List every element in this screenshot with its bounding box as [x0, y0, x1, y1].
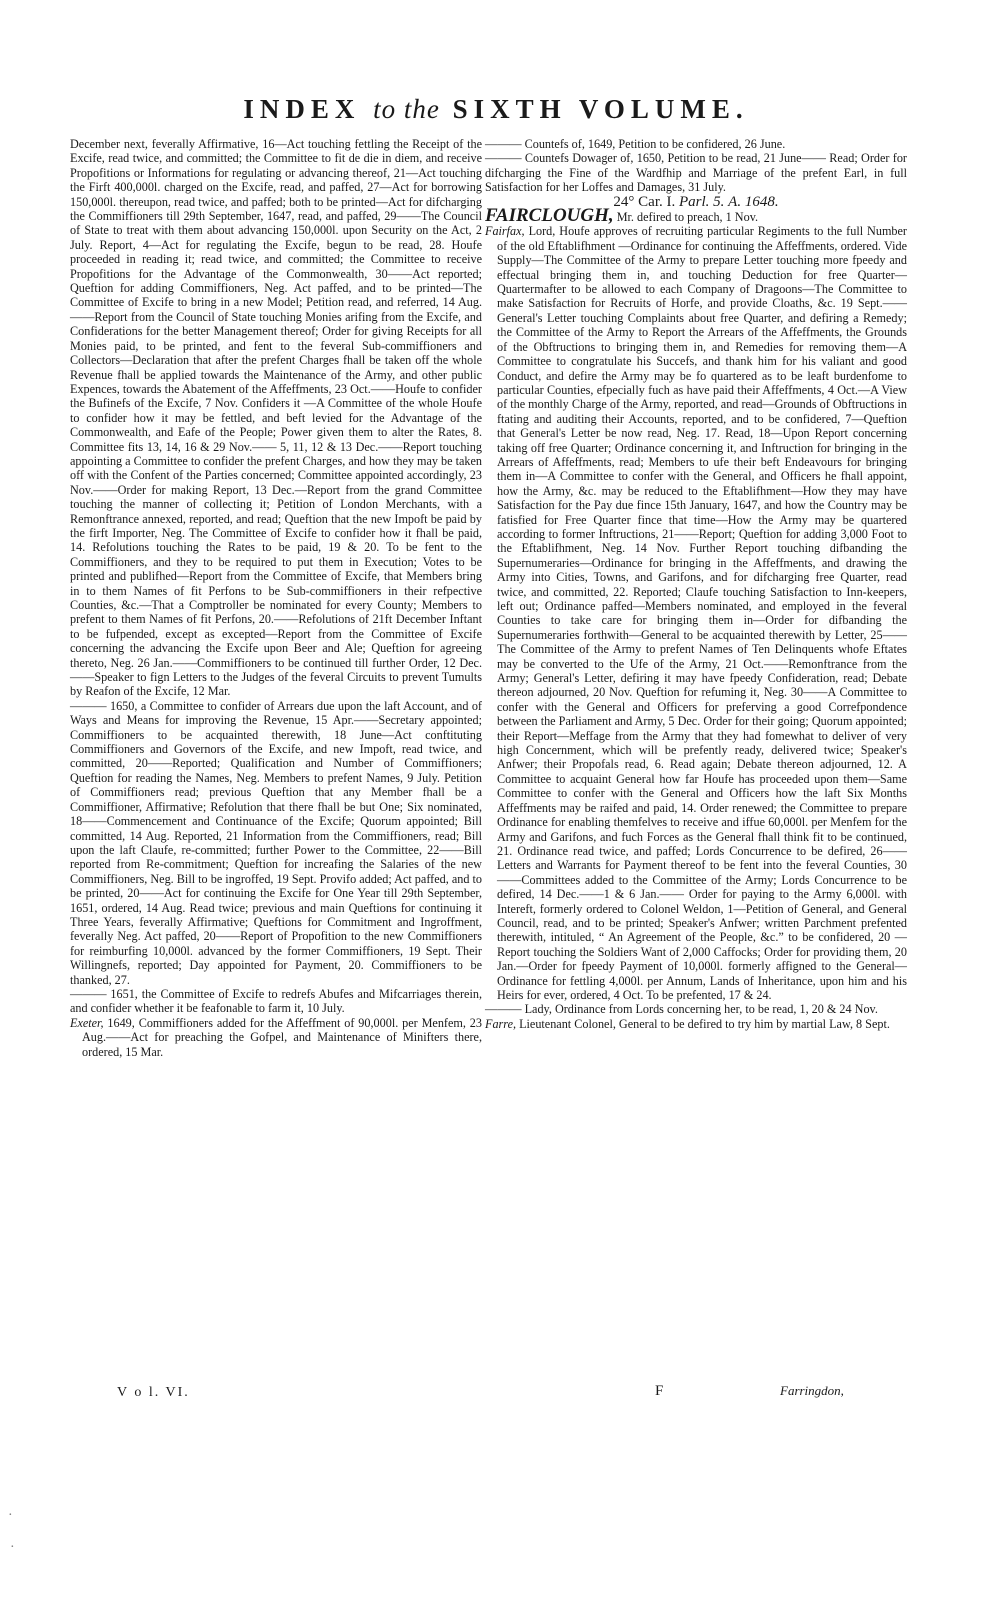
left-column — [70, 137, 482, 1059]
countess-entry: ——— Countefs of, 1649, Petition to be confidered, 26 June. — [485, 137, 786, 151]
lady-entry: ——— Lady, Ordinance from Lords concerning her, to be read, 1, 20 & 24 Nov. — [485, 1002, 878, 1017]
excise-1651-entry: ——— 1651, the Committee of Excife to redrefs Abufes and Mifcarriages therein, and confider whether it be feafonable to farm it, 10 July. — [70, 986, 482, 1016]
exeter-entry — [70, 1016, 482, 1059]
exeter-text: 1649, Commiffioners added for the Affeffment of 90,000l. per Menfem, 23 Aug.——Act for preaching the Gofpel, and Maintenance of Minifters there, ordered, 15 Mar. — [82, 1015, 482, 1059]
title-volume: SIXTH VOLUME. — [452, 94, 749, 124]
countess-dowager-entry: ——— Countefs Dowager of, 1650, Petition to be read, 21 June—— Read; Order for difcharging the Fine of the Wardfhip and Marriage of the prefent Earl, in full Satisfaction for her Loffes and Damages, 31 July. — [485, 151, 907, 195]
page-title — [0, 94, 992, 125]
catchword: Farringdon, — [780, 1383, 844, 1398]
title-to-the: to the — [373, 94, 440, 124]
right-column — [485, 137, 907, 1031]
session-year: A. 1648. — [728, 193, 779, 210]
fairfax-text: Lord, Houfe approves of recruiting particular Regiments to the full Number of the old Eftablifhment —Ordinance for continuing the Affeffments, ordered. Vide Supply—The Committee of the Army to prepare Letter touching more fpeedy and effectual bringing them in, and touching Deduction for free Quarter—Quartermafter to be allowed to each Company of Dragoons—The Committee to make Satisfaction for Recruits of Horfe, and provide Cloaths, &c. 19 Sept.——General's Letter touching Complaints about free Quarter, and defiring a Remedy; the Committee of the Army to Report the Arrears of the Affeffments, the Grounds of the Obftructions to bringing them in, and Remedies for removing them—A Committee to congratulate his Succefs, and thank him for his valiant and good Conduct, and defire the Army may be fo quartered as to be leaft burdenfome to particular Counties, efpecially fuch as have paid their Affeffments, 4 Oct.—A View of the monthly Charge of the Army, reported, and read—Grounds of Obftructions in ftating and auditing their Accounts, reported, and to be confidered, 7—Queftion that General's Letter be now read, Neg. 17. Read, 18—Upon Report concerning taking off free Quarter; Ordinance concerning it, and Inftruction for bringing in the Arrears of Affeffments, read; Members to ufe their beft Endeavours for bringing them in—A Committee to confer with the General, and Officers he fhall appoint, how the Army, &c. may be reduced to the Eftablifhment—How they may have Satisfaction for the Pay due fince 15th January, 1647, and how the Country may be fatisfied for Free Quarter fince that time—How the Army may be quartered according to former Inftructions, 21——Report; Queftion for adding 3,000 Foot to the Eftablifhment, Neg. 14 Nov. Further Report touching difbanding the Supernumeraries—Ordinance for bringing in the Affeffments, and drawing the Army into Cities, Towns, and Garifons, and for difcharging free Quarter, read twice, and committed, 22. Reported; Claufe touching Satisfaction to Inn-keepers, left out; Ordinance paffed—Members nominated, and employed in the feveral Counties to take care for bringing them in—Order for difbanding the Supernumeraries forthwith—General to be acquainted therewith by Letter, 25——The Committee of the Army to prefent Names of Ten Delinquents whofe Eftates may be converted to the Ufe of the Army, 21 Oct.——Remonftrance from the Army; General's Letter, defiring it may have fpeedy Confideration, read; Debate thereon adjourned, 20 Nov. Queftion for refuming it, Neg. 30——A Committee to confer with the General and Officers for preferving a good Correfpondence between the Parliament and Army, 5 Dec. Order for their going; Quorum appointed; their Report—Meffage from the Army that they had fomewhat to deliver of very high Concernment, which will be prefently ready, delivered twice; Speaker's Anfwer; their Propofals read, 6. Read again; Debate thereon adjourned, 12. A Committee to acquaint General how far Houfe has proceeded upon them—Same Committee to confer with the General and Officers how the laft Six Months Affeffments may be raifed and paid, 14. Order renewed; the Committee to prepare Ordinance for enabling themfelves to receive and iffue 60,000l. per Menfem for the Army and Garifons, and fuch Forces as the General fhall think fit to be continued, 21. Ordinance read twice, and paffed; Lords Concurrence to be defired, 26——Letters and Warrants for Payment thereof to be fent into the feveral Counties, 30——Committees added to the Committee of the Army; Lords Concurrence to be defired, 14 Dec.——1 & 6 Jan.—— Order for paying to the Army 6,000l. with Intereft, formerly ordered to Colonel Weldon, 1—Petition of General, and General Council, read, and to be printed; Speaker's Anfwer; written Parchment prefented therewith, intituled, “ An Agreement of the People, &c.” to be confidered, 20 —Report touching the Soldiers Want of 2,000 Caffocks; Order for providing them, 20 Jan.—Order for fpeedy Payment of 10,000l. formerly affigned to the General—Ordinance for fettling 4,000l. per Annum, Lands of Inheritance, upon him and his Heirs for ever, ordered, 4 Oct. To be prefented, 17 & 24. — [497, 224, 907, 1002]
fairclough-head: FAIRCLOUGH, — [485, 205, 614, 227]
session-parl: Parl. 5. — [678, 193, 725, 210]
volume-footer: V o l. VI. — [117, 1385, 190, 1400]
margin-speck: · — [10, 1540, 15, 1555]
session-car: 24° Car. I. — [613, 193, 676, 210]
farre-text: Lieutenant Colonel, General to be defired to try him by martial Law, 8 Sept. — [516, 1016, 890, 1031]
excise-entry: December next, feverally Affirmative, 16—Act touching fettling the Receipt of the Excife, read twice, and committed; the Committee to fit de die in diem, and receive Propofitions or Informations for regulating or advancing thereof, 21—Act touching the Firft 400,000l. charged on the Excife, read, and paffed, 27—Act for borrowing 150,000l. thereupon, read twice, and paffed; both to be printed—Act for difcharging the Commiffioners till 29th September, 1647, read, and paffed, 29——The Council of State to treat with them about advancing 150,000l. upon Security on the Act, 2 July. Report, 4—Act for regulating the Excife, begun to be read, 28. Houfe proceeded in reading it; read twice, and committed; the Committee to receive Propofitions for the Advantage of the Commonwealth, 30——Act reported; Queftion for adding Commiffioners, Neg. Act paffed, and to be printed—The Committee of Excife to bring in a new Model; Petition read, and referred, 14 Aug.——Report from the Council of State touching Monies arifing from the Excife, and Confiderations for the better Management thereof; Order for giving Receipts for all Monies paid, to be printed, and fent to the feveral Sub-commiffioners and Collectors—Declaration that after the prefent Charges fhall be taken off the whole Revenue fhall be applied towards the Maintenance of the Army, and other public Expences, towards the Abatement of the Affeffments, 23 Oct.——Houfe to confider the Bufinefs of the Excife, 7 Nov. Confiders it —A Committee of the whole Houfe to confider how it may be fettled, and beft levied for the Advantage of the Commonwealth, and Eafe of the People; Power given them to alter the Rates, 8. Committee fits 13, 14, 16 & 29 Nov.—— 5, 11, 12 & 13 Dec.——Report touching appointing a Committee to confider the prefent Charges, and how they may be taken off with the Confent of the Parties concerned; Committee appointed accordingly, 23 Nov.——Order for making Report, 13 Dec.—Report from the grand Committee touching the manner of collecting it; Petition of London Merchants, with a Remonftrance annexed, reported, and read; Queftion that the new Impoft be paid by the firft Importer, Neg. The Committee of Excife to confider how it fhall be paid, 14. Refolutions touching the Rates to be paid, 19 & 20. To be fent to the Commiffioners, and they to be required to put them in Execution; Votes to be printed and publifhed—Report from the Committee of Excife, that Members bring in to them Names of fit Perfons to be Sub-commiffioners in their refpective Counties, &c.—That a Comptroller be nominated for every County; Members to prefent to them Names of fit Perfons, 20.——Refolutions of 21ft December Inftant to be fufpended, except as excepted—Report from the Committee of Excife concerning the advancing the Excife upon Beer and Ale; Queftion for agreeing thereto, Neg. 26 Jan.——Commiffioners to be continued till further Order, 12 Dec.——Speaker to fign Letters to the Judges of the feveral Circuits to prevent Tumults by Reafon of the Excife, 12 Mar. — [70, 137, 483, 699]
fairfax-head: Fairfax, — [485, 224, 525, 239]
fairclough-entry — [485, 205, 907, 227]
title-index: INDEX — [243, 94, 361, 124]
fairfax-entry — [485, 224, 907, 1002]
signature-mark: F — [655, 1383, 664, 1399]
fairclough-text: Mr. defired to preach, 1 Nov. — [613, 210, 759, 225]
farre-entry — [485, 1017, 907, 1031]
exeter-head: Exeter, — [70, 1015, 104, 1030]
farre-head: Farre, — [485, 1016, 517, 1031]
excise-1650-entry: ——— 1650, a Committee to confider of Arrears due upon the laft Account, and of Ways and Means for improving the Revenue, 15 Apr.——Secretary appointed; Commiffioners to be acquainted therewith, 18 June—Act conftituting Commiffioners and Governors of the Excife, and new Impoft, read twice, and committed, 20——Reported; Qualification and Number of Commiffioners; Queftion for reading the Names, Neg. Members to prefent Names, 9 July. Petition of Commiffioners read; previous Queftion that any Member fhall be a Commiffioner, Affirmative; Refolution that there fhall be but One; Six nominated, 18——Commencement and Continuance of the Excife; Quorum appointed; Bill committed, 14 Aug. Reported, 21 Information from the Commiffioners, read; Bill upon the laft Claufe, re-committed; further Power to the Committee, 22——Bill reported from Re-commitment; Queftion for increafing the Salaries of the new Commiffioners, Neg. Bill to be ingroffed, 19 Sept. Provifo added; Act paffed, and to be printed, 20——Act for continuing the Excife for One Year till 29th September, 1651, ordered, 14 Aug. Read twice; previous and main Queftions for continuing it Three Years, feverally Affirmative; Queftions for Commitment and Ingroffment, feverally Neg. Act paffed, 20——Report of Propofition to the new Commiffioners for reimburfing 10,000l. advanced by the former Commiffioners, 19 Sept. Their Willingnefs, reported; Day appointed for Payment, 20. Commiffioners to be thanked, 27. — [70, 698, 482, 987]
margin-speck: · — [8, 1508, 13, 1523]
